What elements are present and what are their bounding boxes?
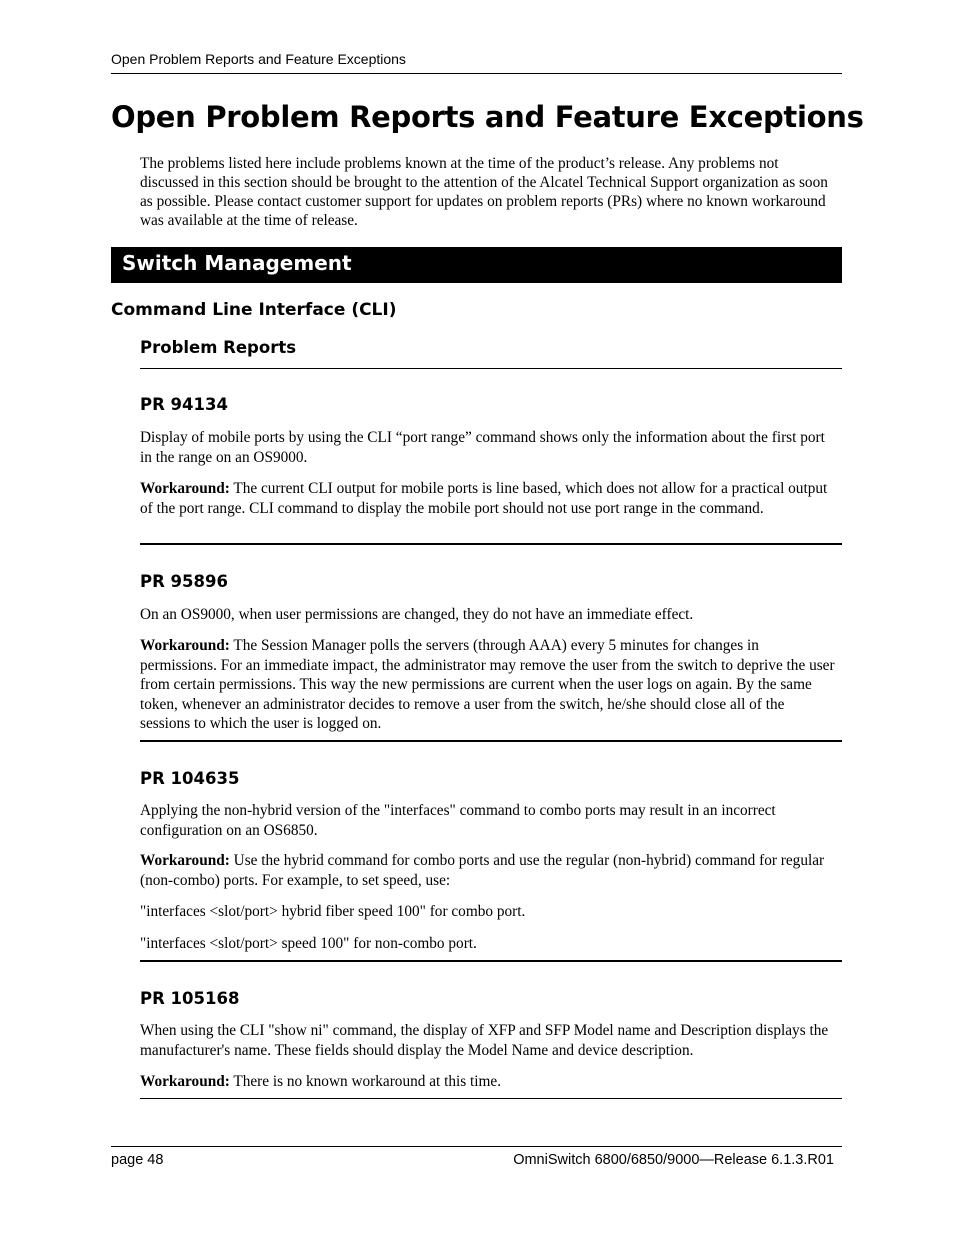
pr-workaround — [140, 479, 838, 518]
workaround-text: There is no known workaround at this time. — [229, 1073, 502, 1090]
workaround-text: The Session Manager polls the servers (through AAA) every 5 minutes for changes in permissions. For an immediate impact, the administrator may remove the user from the switch to deprive the user from certain permissions. This way the new permissions are current when the user logs on again. By the same token, whenever an administrator decides to remove a user from the switch, he/she should close all of the sessions to which the user is logged on. — [140, 637, 835, 732]
divider — [140, 740, 842, 742]
workaround-label: Workaround: — [140, 637, 230, 654]
pr-title: PR 105168 — [140, 989, 240, 1008]
footer-rule — [111, 1146, 842, 1147]
header-rule — [111, 73, 842, 74]
running-header: Open Problem Reports and Feature Exceptions — [111, 51, 406, 67]
workaround-label: Workaround: — [140, 480, 230, 497]
page-number: page 48 — [111, 1152, 164, 1168]
problem-reports-heading: Problem Reports — [140, 338, 297, 357]
pr-description: Display of mobile ports by using the CLI “port range” command shows only the information about the first port in the range on an OS9000. — [140, 429, 825, 466]
pr-title: PR 104635 — [140, 769, 240, 788]
pr-title: PR 94134 — [140, 395, 228, 414]
subsection-heading: Command Line Interface (CLI) — [111, 300, 397, 320]
workaround-label: Workaround: — [140, 1073, 230, 1090]
divider — [140, 543, 842, 545]
pr-title: PR 95896 — [140, 572, 228, 591]
divider — [140, 368, 842, 369]
pr-description: On an OS9000, when user permissions are changed, they do not have an immediate effect. — [140, 606, 694, 623]
workaround-text: The current CLI output for mobile ports is line based, which does not allow for a practical output of the port range. CLI command to display the mobile port should not use port range in the command. — [140, 480, 828, 517]
divider — [140, 960, 842, 962]
pr-workaround — [140, 636, 838, 734]
example-combo: "interfaces <slot/port> hybrid fiber speed 100" for combo port. — [140, 903, 526, 920]
intro-paragraph: The problems listed here include problems known at the time of the product’s release. Any problems not discussed in this section should be brought to the attention of the Alcatel Technical Support organization as soon as possible. Please contact customer support for updates on problem reports (PRs) where no known workaround was available at the time of release. — [140, 155, 828, 229]
pr-description: Applying the non-hybrid version of the "interfaces" command to combo ports may result in an incorrect configuration on an OS6850. — [140, 802, 776, 839]
workaround-label: Workaround: — [140, 852, 230, 869]
pr-description: When using the CLI "show ni" command, the display of XFP and SFP Model name and Description displays the manufacturer's name. These fields should display the Model Name and device description. — [140, 1022, 829, 1059]
workaround-text: Use the hybrid command for combo ports and use the regular (non-hybrid) command for regular (non-combo) ports. For example, to set speed, use: — [140, 852, 825, 889]
product-release: OmniSwitch 6800/6850/9000—Release 6.1.3.R01 — [513, 1152, 834, 1168]
example-non-combo: "interfaces <slot/port> speed 100" for non-combo port. — [140, 935, 477, 952]
page-title: Open Problem Reports and Feature Exceptions — [111, 100, 864, 134]
pr-workaround — [140, 851, 838, 890]
divider — [140, 1098, 842, 1099]
section-heading: Switch Management — [111, 247, 842, 283]
pr-workaround — [140, 1072, 838, 1092]
